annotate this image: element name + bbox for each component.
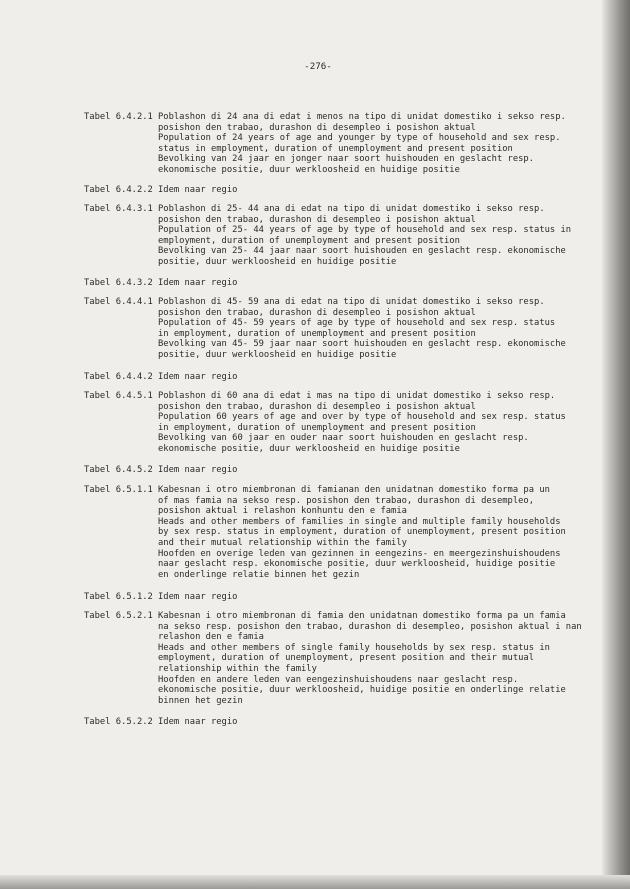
table-label: Tabel 6.4.2.2 xyxy=(84,185,153,195)
description-line: Bevolking van 60 jaar en ouder naar soort huishouden en geslacht resp. xyxy=(158,433,529,444)
table-entry xyxy=(84,297,604,361)
table-label: Tabel 6.4.5.1 xyxy=(84,391,153,401)
table-description xyxy=(158,278,604,289)
description-line: relationship within the family xyxy=(158,663,317,674)
description-line: Idem naar regio xyxy=(158,717,238,727)
scan-bottom-edge xyxy=(0,875,630,889)
table-label: Tabel 6.5.1.2 xyxy=(84,592,153,602)
table-label: Tabel 6.4.4.1 xyxy=(84,297,153,307)
description-line: and their mutual relationship within the family xyxy=(158,537,407,548)
table-entry xyxy=(84,485,604,580)
description-line: positie, duur werkloosheid en huidige positie xyxy=(158,349,397,360)
description-line: posishon den trabao, durashon di desempleo i posishon aktual xyxy=(158,122,476,133)
table-entry xyxy=(84,717,604,728)
description-line: Idem naar regio xyxy=(158,372,238,382)
description-line: by sex resp. status in employment, duration of unemployment, present position xyxy=(158,527,566,538)
description-line: binnen het gezin xyxy=(158,695,243,706)
description-line: Hoofden en andere leden van eengezinshuishoudens naar geslacht resp. xyxy=(158,674,519,685)
table-entry xyxy=(84,611,604,706)
table-entry xyxy=(84,372,604,383)
description-line: ekonomische positie, duur werkloosheid, huidige positie en onderlinge relatie xyxy=(158,685,566,696)
table-entry xyxy=(84,185,604,196)
table-label: Tabel 6.4.4.2 xyxy=(84,372,153,382)
scan-page-edge-shadow xyxy=(602,0,630,889)
table-label: Tabel 6.4.2.1 xyxy=(84,112,153,122)
description-line: posishon den trabao, durashon di desempleo i posishon aktual xyxy=(158,307,476,318)
table-label: Tabel 6.4.3.2 xyxy=(84,278,153,288)
table-label: Tabel 6.4.3.1 xyxy=(84,204,153,214)
description-line: Idem naar regio xyxy=(158,185,238,195)
description-line: Population of 24 years of age and younger by type of household and sex resp. xyxy=(158,133,561,144)
table-label: Tabel 6.4.5.2 xyxy=(84,465,153,475)
description-line: Poblashon di 25- 44 ana di edat na tipo di unidat domestiko i sekso resp. xyxy=(158,204,545,214)
description-line: Heads and other members of single family households by sex resp. status in xyxy=(158,642,550,653)
page-number: -276- xyxy=(304,61,332,72)
description-line: Poblashon di 45- 59 ana di edat na tipo di unidat domestiko i sekso resp. xyxy=(158,297,545,307)
table-description xyxy=(158,297,604,361)
table-description xyxy=(158,204,604,268)
description-line: relashon den e famia xyxy=(158,632,264,643)
table-entry xyxy=(84,278,604,289)
description-line: Poblashon di 24 ana di edat i menos na tipo di unidat domestiko i sekso resp. xyxy=(158,112,566,122)
table-description xyxy=(158,391,604,455)
table-label: Tabel 6.5.1.1 xyxy=(84,485,153,495)
table-description xyxy=(158,592,604,603)
description-line: Bevolking van 25- 44 jaar naar soort huishouden en geslacht resp. ekonomische xyxy=(158,246,566,257)
description-line: Population of 25- 44 years of age by type of household and sex resp. status in xyxy=(158,225,572,236)
table-entry xyxy=(84,391,604,455)
table-label: Tabel 6.5.2.1 xyxy=(84,611,153,621)
description-line: Idem naar regio xyxy=(158,278,238,288)
table-description xyxy=(158,611,604,706)
table-description xyxy=(158,372,604,383)
description-line: Idem naar regio xyxy=(158,592,238,602)
description-line: posishon den trabao, durashon di desempleo i posishon aktual xyxy=(158,401,476,412)
table-entry xyxy=(84,204,604,268)
description-line: employment, duration of unemployment and present position xyxy=(158,235,460,246)
description-line: Hoofden en overige leden van gezinnen in eengezins- en meergezinshuishoudens xyxy=(158,548,561,559)
description-line: Idem naar regio xyxy=(158,465,238,475)
table-description xyxy=(158,485,604,580)
description-line: of mas famia na sekso resp. posishon den trabao, durashon di desempleo, xyxy=(158,495,535,506)
description-line: employment, duration of unemployment, present position and their mutual xyxy=(158,653,535,664)
description-line: Kabesnan i otro miembronan di famia den unidatnan domestiko forma pa un famia xyxy=(158,611,566,621)
table-description xyxy=(158,717,604,728)
table-description xyxy=(158,112,604,176)
description-line: in employment, duration of unemployment and present position xyxy=(158,328,476,339)
description-line: posishon den trabao, durashon di desempleo i posishon aktual xyxy=(158,214,476,225)
description-line: naar geslacht resp. ekonomische positie, duur werkloosheid, huidige positie xyxy=(158,559,556,570)
description-line: posishon aktual i relashon konhuntu den e famia xyxy=(158,506,407,517)
description-line: Poblashon di 60 ana di edat i mas na tipo di unidat domestiko i sekso resp. xyxy=(158,391,556,401)
description-line: Bevolking van 45- 59 jaar naar soort huishouden en geslacht resp. ekonomische xyxy=(158,339,566,350)
description-line: ekonomische positie, duur werkloosheid en huidige positie xyxy=(158,443,460,454)
table-description xyxy=(158,185,604,196)
description-line: status in employment, duration of unemployment and present position xyxy=(158,143,513,154)
table-entry xyxy=(84,465,604,476)
table-label: Tabel 6.5.2.2 xyxy=(84,717,153,727)
description-line: positie, duur werkloosheid en huidige positie xyxy=(158,256,397,267)
description-line: Population of 45- 59 years of age by type of household and sex resp. status xyxy=(158,318,556,329)
description-line: in employment, duration of unemployment and present position xyxy=(158,422,476,433)
table-entry xyxy=(84,112,604,176)
description-line: Heads and other members of families in single and multiple family households xyxy=(158,516,561,527)
description-line: ekonomische positie, duur werkloosheid en huidige positie xyxy=(158,164,460,175)
description-line: Bevolking van 24 jaar en jonger naar soort huishouden en geslacht resp. xyxy=(158,154,535,165)
table-entry xyxy=(84,592,604,603)
description-line: en onderlinge relatie binnen het gezin xyxy=(158,569,360,580)
description-line: Population 60 years of age and over by type of household and sex resp. status xyxy=(158,412,566,423)
description-line: Kabesnan i otro miembronan di famianan den unidatnan domestiko forma pa un xyxy=(158,485,550,495)
description-line: na sekso resp. posishon den trabao, durashon di desempleo, posishon aktual i nan xyxy=(158,621,582,632)
table-description xyxy=(158,465,604,476)
